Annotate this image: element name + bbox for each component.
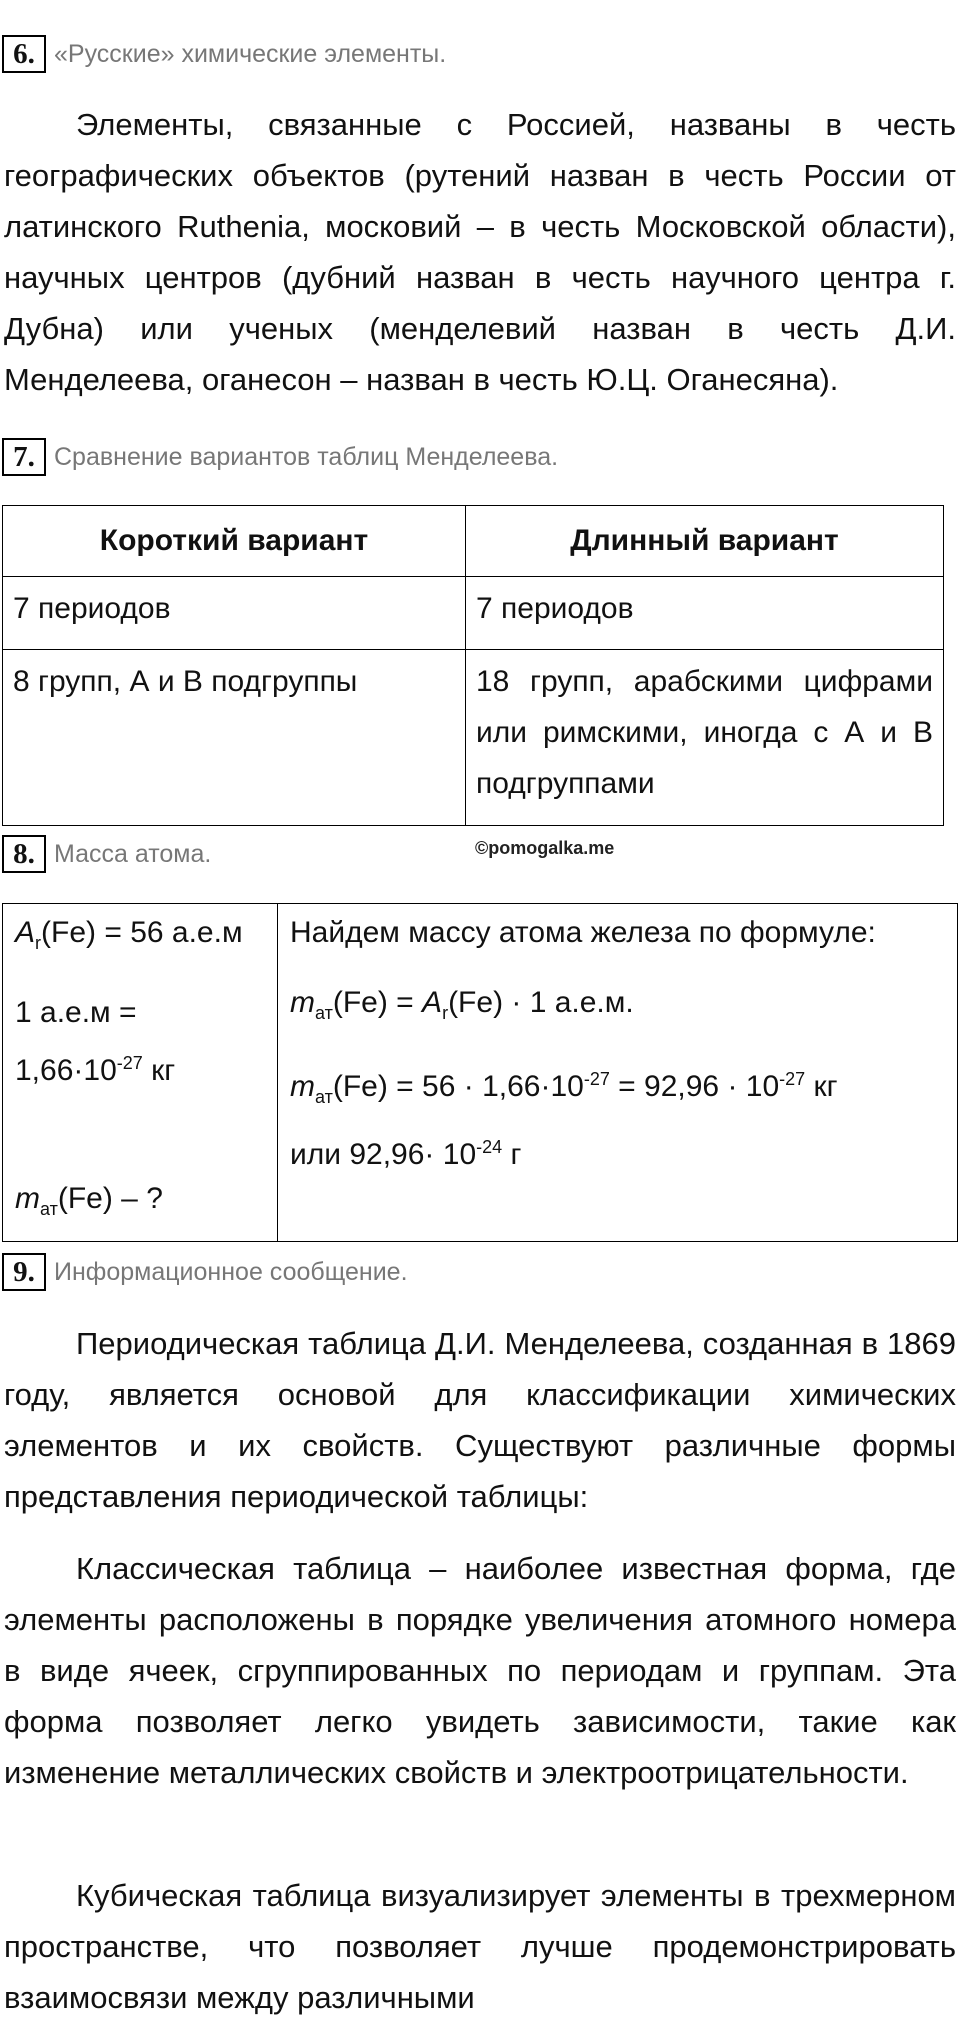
task-8-header (2, 835, 211, 873)
task-number: 7. (2, 438, 46, 476)
given-amu-line2 (15, 1038, 265, 1096)
formula-text: = 92,96 · 10 (609, 1070, 780, 1103)
given-amu-line1: 1 а.е.м = (15, 996, 137, 1029)
task-title: «Русские» химические элементы. (54, 39, 447, 68)
task-number: 6. (2, 35, 46, 73)
given-text: (Fe) = 56 а.е.м (41, 916, 243, 949)
task-title: Масса атома. (54, 839, 212, 868)
symbol-m: m (290, 1070, 315, 1103)
task-number: 8. (2, 835, 46, 873)
task-9-paragraph-3: Кубическая таблица визуализирует элементы в трехмерном пространстве, что позволяет лучше продемонстрировать взаимосвязи между различными (4, 1878, 956, 2015)
task-6-paragraph: Элементы, связанные с Россией, названы в честь географических объектов (рутений назван в честь России от латинского Ruthenia, московий – в честь Московской области), научных центров (дубний назван в честь научного центра г. Дубна) или ученых (менделевий назван в честь Д.И. Менделеева, оганесон – назван в честь Ю.Ц. Оганесяна). (4, 107, 956, 397)
exponent: -27 (583, 1069, 610, 1089)
subscript: ат (315, 1087, 333, 1107)
formula-line-3 (290, 1122, 945, 1180)
symbol-m: m (290, 986, 315, 1019)
formula-text: (Fe) = 56 · 1,66·10 (332, 1070, 584, 1103)
subscript: ат (315, 1003, 333, 1023)
given-atomic-mass (15, 908, 265, 968)
solution-table (2, 903, 958, 1242)
table-header-cell: Короткий вариант (3, 506, 466, 577)
given-cell (3, 904, 278, 1242)
solution-intro: Найдем массу атома железа по формуле: (290, 916, 876, 949)
table-cell: 18 групп, арабскими цифрами или римскими, иногда с А и В подгруппами (466, 650, 944, 826)
formula-line-2 (290, 1054, 945, 1122)
exponent: -24 (476, 1137, 503, 1157)
task-9-paragraph-1: Периодическая таблица Д.И. Менделеева, созданная в 1869 году, является основой для классификации химических элементов и их свойств. Существуют различные формы представления периодической таблицы: (4, 1326, 956, 1514)
subscript: r (442, 1003, 449, 1023)
comparison-table (2, 505, 944, 826)
symbol-a: A (422, 986, 443, 1019)
subscript: r (35, 933, 42, 953)
watermark: ©pomogalka.me (475, 838, 615, 858)
solution-cell (278, 904, 958, 1242)
task-7-header (2, 438, 558, 476)
unit-text: кг (805, 1070, 838, 1103)
table-row (3, 650, 944, 826)
formula-line-1 (290, 978, 945, 1038)
find-text: (Fe) – ? (57, 1182, 163, 1215)
formula-text: или 92,96· 10 (290, 1138, 477, 1171)
table-header-row (3, 506, 944, 577)
formula-text: (Fe) · 1 а.е.м. (448, 986, 634, 1019)
exponent: -27 (779, 1069, 806, 1089)
unit-text: г (502, 1138, 522, 1171)
task-number: 9. (2, 1253, 46, 1291)
unit-text: кг (142, 1054, 176, 1087)
table-row (3, 577, 944, 650)
formula-text: (Fe) = (332, 986, 423, 1019)
task-title: Информационное сообщение. (54, 1257, 408, 1286)
symbol-m: m (15, 1182, 40, 1215)
symbol-a: A (15, 916, 36, 949)
table-header-cell: Длинный вариант (466, 506, 944, 577)
task-title: Сравнение вариантов таблиц Менделеева. (54, 442, 559, 471)
subscript: ат (40, 1199, 58, 1219)
table-cell: 8 групп, А и В подгруппы (3, 650, 466, 826)
task-9-paragraph-2: Классическая таблица – наиболее известная форма, где элементы расположены в порядке увеличения атомного номера в виде ячеек, сгруппированных по периодам и группам. Эта форма позволяет легко увидеть зависимости, такие как изменение металлических свойств и электроотрицательности. (4, 1551, 956, 1790)
task-9-header (2, 1253, 408, 1291)
value-text: 1,66·10 (15, 1054, 117, 1087)
table-cell: 7 периодов (3, 577, 466, 650)
exponent: -27 (116, 1053, 143, 1073)
task-6-header (2, 35, 446, 73)
table-cell: 7 периодов (466, 577, 944, 650)
find-line (15, 1174, 163, 1234)
